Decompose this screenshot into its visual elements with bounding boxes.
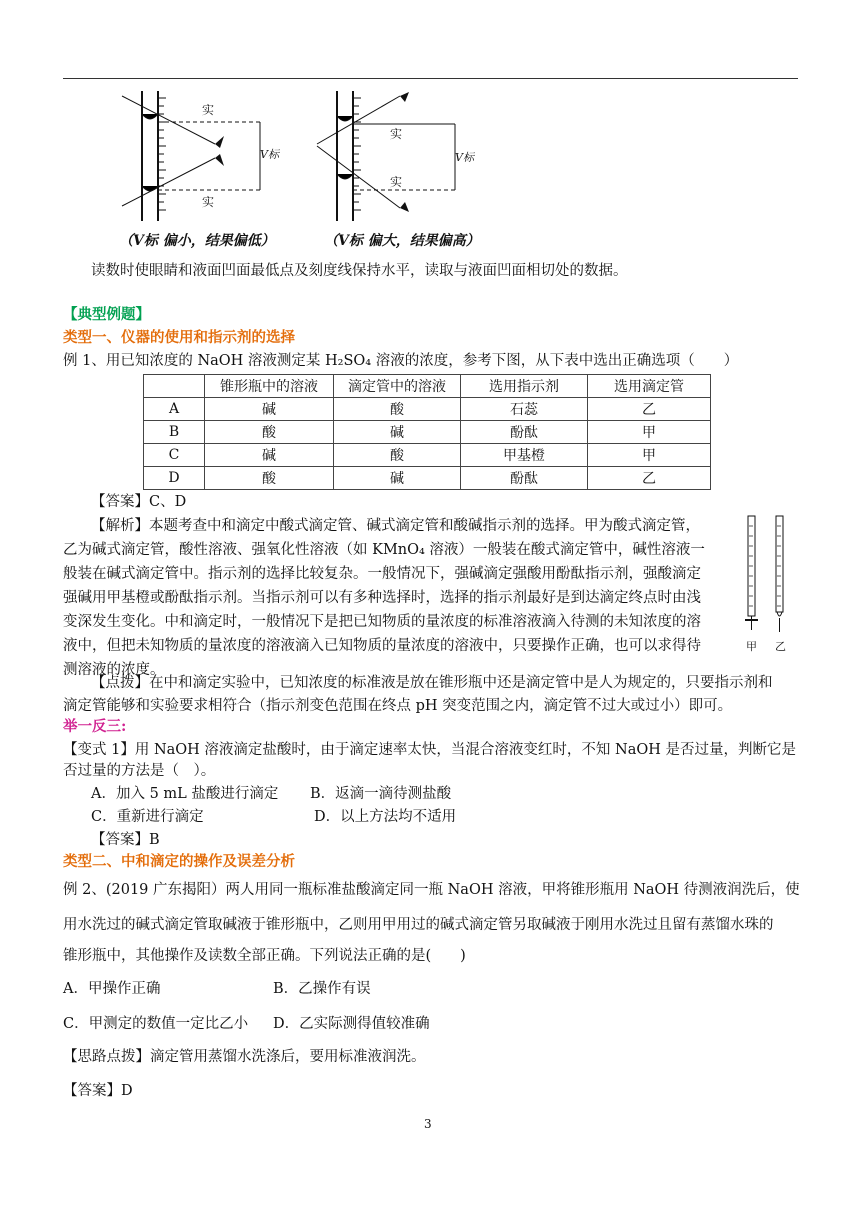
example2-question: 用水洗过的碱式滴定管取碱液于锥形瓶中，乙则用甲用过的碱式滴定管另取碱液于刚用水洗过且留有蒸馏水珠的 xyxy=(63,917,774,933)
table-cell: 甲 xyxy=(588,421,711,444)
table-cell: 酸 xyxy=(205,421,334,444)
figure-caption-left: （V标 偏小，结果偏低） xyxy=(119,233,275,249)
table-cell: 酚酞 xyxy=(461,421,588,444)
table-cell: 石蕊 xyxy=(461,398,588,421)
table-cell: 碱 xyxy=(205,398,334,421)
reading-note: 读数时使眼睛和液面凹面最低点及刻度线保持水平，读取与液面凹面相切处的数据。 xyxy=(91,263,628,279)
page-number: 3 xyxy=(424,1117,432,1131)
variant1-question: 【变式 1】用 NaOH 溶液滴定盐酸时，由于滴定速率太快，当混合溶液变红时，不知 NaOH 是否过量，判断它是 xyxy=(63,742,796,758)
svg-text:V标: V标 xyxy=(260,148,279,161)
analysis-line: 强碱用甲基橙或酚酞指示剂。当指示剂可以有多种选择时，选择的指示剂最好是到达滴定终点时由浅 xyxy=(63,590,701,606)
burette-label-yi: 乙 xyxy=(775,640,786,653)
type1-title: 类型一、仪器的使用和指示剂的选择 xyxy=(63,329,295,346)
example1-question: 例 1、用已知浓度的 NaOH 溶液测定某 H₂SO₄ 溶液的浓度，参考下图，从下表中选出正确选项（ ） xyxy=(63,353,739,369)
figure-caption-right: （V标 偏大，结果偏高） xyxy=(324,233,480,249)
analysis-line: 液中，但把未知物质的量浓度的溶液滴入已知物质的量浓度的溶液中，只要操作正确，也可以求得待 xyxy=(63,638,701,654)
table-header: 选用指示剂 xyxy=(461,375,588,398)
variant1-option-b: B．返滴一滴待测盐酸 xyxy=(310,786,452,802)
example2-option-a: A．甲操作正确 xyxy=(63,981,161,997)
variant1-option-a: A．加入 5 mL 盐酸进行滴定 xyxy=(91,786,279,802)
header-rule xyxy=(63,78,798,79)
svg-text:实: 实 xyxy=(202,103,215,117)
table-row xyxy=(144,421,711,444)
table-cell: 酸 xyxy=(205,467,334,490)
table-row xyxy=(144,398,711,421)
table-header-row xyxy=(144,375,711,398)
svg-text:V标: V标 xyxy=(455,151,474,164)
analysis-line: 般装在碱式滴定管中。指示剂的选择比较复杂。一般情况下，强碱滴定强酸用酚酞指示剂，强酸滴定 xyxy=(63,566,701,582)
table-cell: C xyxy=(144,444,205,467)
table-cell: 乙 xyxy=(588,467,711,490)
svg-text:实: 实 xyxy=(202,195,215,209)
meniscus-figure-low xyxy=(120,86,295,226)
table-header: 选用滴定管 xyxy=(588,375,711,398)
type2-title: 类型二、中和滴定的操作及误差分析 xyxy=(63,853,295,870)
table-cell: 酸 xyxy=(334,398,461,421)
table-cell: 碱 xyxy=(334,421,461,444)
example2-answer: 【答案】D xyxy=(63,1083,133,1099)
tip-line: 【点拨】在中和滴定实验中，已知浓度的标准液是放在锥形瓶中还是滴定管中是人为规定的，只要指示剂和 xyxy=(91,675,773,691)
options-table xyxy=(143,374,711,490)
table-cell: 碱 xyxy=(334,467,461,490)
section-title: 【典型例题】 xyxy=(63,306,150,323)
analysis-line: 乙为碱式滴定管，酸性溶液、强氧化性溶液（如 KMnO₄ 溶液）一般装在酸式滴定管中，碱性溶液一 xyxy=(63,542,705,558)
table-cell: B xyxy=(144,421,205,444)
example2-option-b: B．乙操作有误 xyxy=(273,981,371,997)
table-cell: 乙 xyxy=(588,398,711,421)
table-cell: 甲 xyxy=(588,444,711,467)
example2-option-d: D．乙实际测得值较准确 xyxy=(273,1016,430,1032)
tip-line: 滴定管能够和实验要求相符合（指示剂变色范围在终点 pH 突变范围之内，滴定管不过大或过小）即可。 xyxy=(63,698,733,714)
table-header: 滴定管中的溶液 xyxy=(334,375,461,398)
table-cell: 甲基橙 xyxy=(461,444,588,467)
table-cell: 酚酞 xyxy=(461,467,588,490)
practice-title: 举一反三: xyxy=(63,718,127,735)
table-row xyxy=(144,444,711,467)
example2-hint: 【思路点拨】滴定管用蒸馏水洗涤后，要用标准液润洗。 xyxy=(63,1049,426,1065)
table-header: 锥形瓶中的溶液 xyxy=(205,375,334,398)
table-cell: 碱 xyxy=(205,444,334,467)
analysis-line: 测溶液的浓度。 xyxy=(63,662,165,678)
example2-question: 例 2、(2019 广东揭阳）两人用同一瓶标准盐酸滴定同一瓶 NaOH 溶液，甲将锥形瓶用 NaOH 待测液润洗后，使 xyxy=(63,882,800,898)
burette-label-jia: 甲 xyxy=(746,640,757,653)
example2-option-c: C．甲测定的数值一定比乙小 xyxy=(63,1016,249,1032)
table-cell: D xyxy=(144,467,205,490)
table-row xyxy=(144,467,711,490)
analysis-line: 变深发生变化。中和滴定时，一般情况下是把已知物质的量浓度的标准溶液滴入待测的未知浓度的溶 xyxy=(63,614,701,630)
variant1-option-d: D．以上方法均不适用 xyxy=(314,809,457,825)
analysis-line: 【解析】本题考查中和滴定中酸式滴定管、碱式滴定管和酸碱指示剂的选择。甲为酸式滴定管， xyxy=(91,518,700,534)
table-cell: 酸 xyxy=(334,444,461,467)
example2-question: 锥形瓶中，其他操作及读数全部正确。下列说法正确的是( ) xyxy=(63,948,466,964)
table-header xyxy=(144,375,205,398)
variant1-answer: 【答案】B xyxy=(91,832,160,848)
table-cell: A xyxy=(144,398,205,421)
variant1-question: 否过量的方法是（ ）。 xyxy=(63,763,216,779)
svg-text:实: 实 xyxy=(390,127,403,141)
meniscus-figure-high xyxy=(315,86,490,226)
example1-answer: 【答案】C、D xyxy=(91,494,187,510)
variant1-option-c: C．重新进行滴定 xyxy=(91,809,204,825)
svg-text:实: 实 xyxy=(390,175,403,189)
